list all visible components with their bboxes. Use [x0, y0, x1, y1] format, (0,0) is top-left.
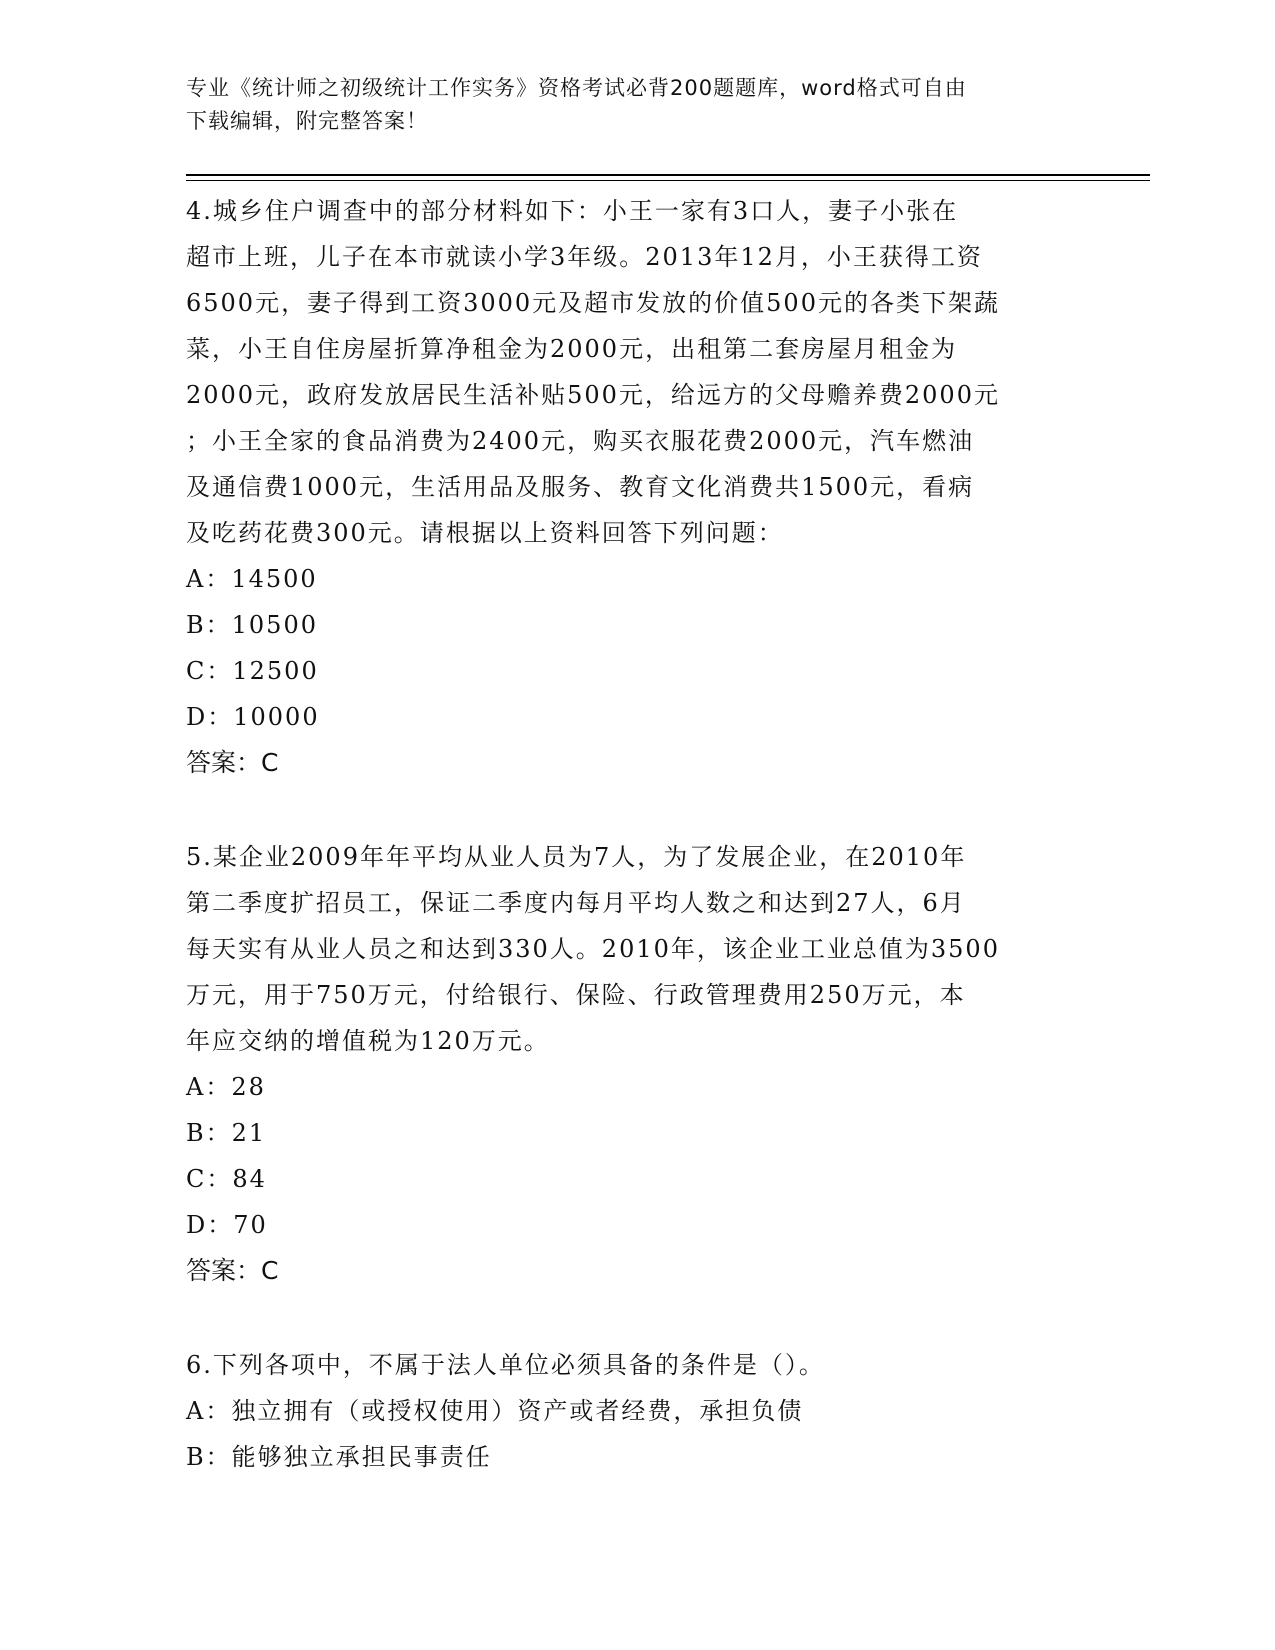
- stem-line: 4.城乡住户调查中的部分材料如下：小王一家有3口人，妻子小张在: [186, 197, 959, 225]
- stem-line: ；小王全家的食品消费为2400元，购买衣服花费2000元，汽车燃油: [186, 427, 975, 455]
- header-line-1: 专业《统计师之初级统计工作实务》资格考试必背200题题库，word格式可自由: [186, 76, 967, 100]
- stem-line: 及通信费1000元，生活用品及服务、教育文化消费共1500元，看病: [186, 473, 975, 501]
- header-line-2: 下载编辑，附完整答案！: [186, 109, 428, 133]
- question-5: [186, 834, 1086, 1294]
- stem-line: 万元，用于750万元，付给银行、保险、行政管理费用250万元，本: [186, 981, 966, 1009]
- stem-line: 年应交纳的增值税为120万元。: [186, 1027, 550, 1055]
- question-5-stem: [186, 834, 1086, 1064]
- document-header: [186, 72, 1066, 138]
- question-6: [186, 1342, 1086, 1480]
- spacer: [186, 786, 1086, 834]
- stem-line: 及吃药花费300元。请根据以上资料回答下列问题：: [186, 519, 784, 547]
- spacer: [186, 1294, 1086, 1342]
- option-d: D：10000: [186, 703, 320, 731]
- stem-line: 菜，小王自住房屋折算净租金为2000元，出租第二套房屋月租金为: [186, 335, 958, 363]
- option-b: B：10500: [186, 611, 318, 639]
- stem-line: 2000元，政府发放居民生活补贴500元，给远方的父母赡养费2000元: [186, 381, 1000, 409]
- option-a: A：28: [186, 1073, 266, 1101]
- option-b: B：21: [186, 1119, 267, 1147]
- option-c: C：12500: [186, 657, 319, 685]
- option-d: D：70: [186, 1211, 268, 1239]
- answer-label: 答案：C: [186, 748, 279, 777]
- option-a: A：14500: [186, 565, 318, 593]
- question-6-stem: [186, 1342, 1086, 1388]
- stem-line: 6500元，妻子得到工资3000元及超市发放的价值500元的各类下架蔬: [186, 289, 1000, 317]
- option-b: B：能够独立承担民事责任: [186, 1443, 492, 1471]
- stem-line: 5.某企业2009年年平均从业人员为7人，为了发展企业，在2010年: [186, 843, 967, 871]
- answer-label: 答案：C: [186, 1256, 279, 1285]
- stem-line: 第二季度扩招员工，保证二季度内每月平均人数之和达到27人，6月: [186, 889, 966, 917]
- option-a: A：独立拥有（或授权使用）资产或者经费，承担负债: [186, 1397, 804, 1425]
- stem-line: 6.下列各项中，不属于法人单位必须具备的条件是（）。: [186, 1351, 825, 1379]
- header-divider-thick: [186, 174, 1150, 176]
- question-4: [186, 188, 1086, 786]
- stem-line: 超市上班，儿子在本市就读小学3年级。2013年12月，小王获得工资: [186, 243, 983, 271]
- stem-line: 每天实有从业人员之和达到330人。2010年，该企业工业总值为3500: [186, 935, 1000, 963]
- option-c: C：84: [186, 1165, 267, 1193]
- question-list: [186, 188, 1086, 1480]
- header-divider-thin: [186, 180, 1150, 181]
- question-4-stem: [186, 188, 1086, 556]
